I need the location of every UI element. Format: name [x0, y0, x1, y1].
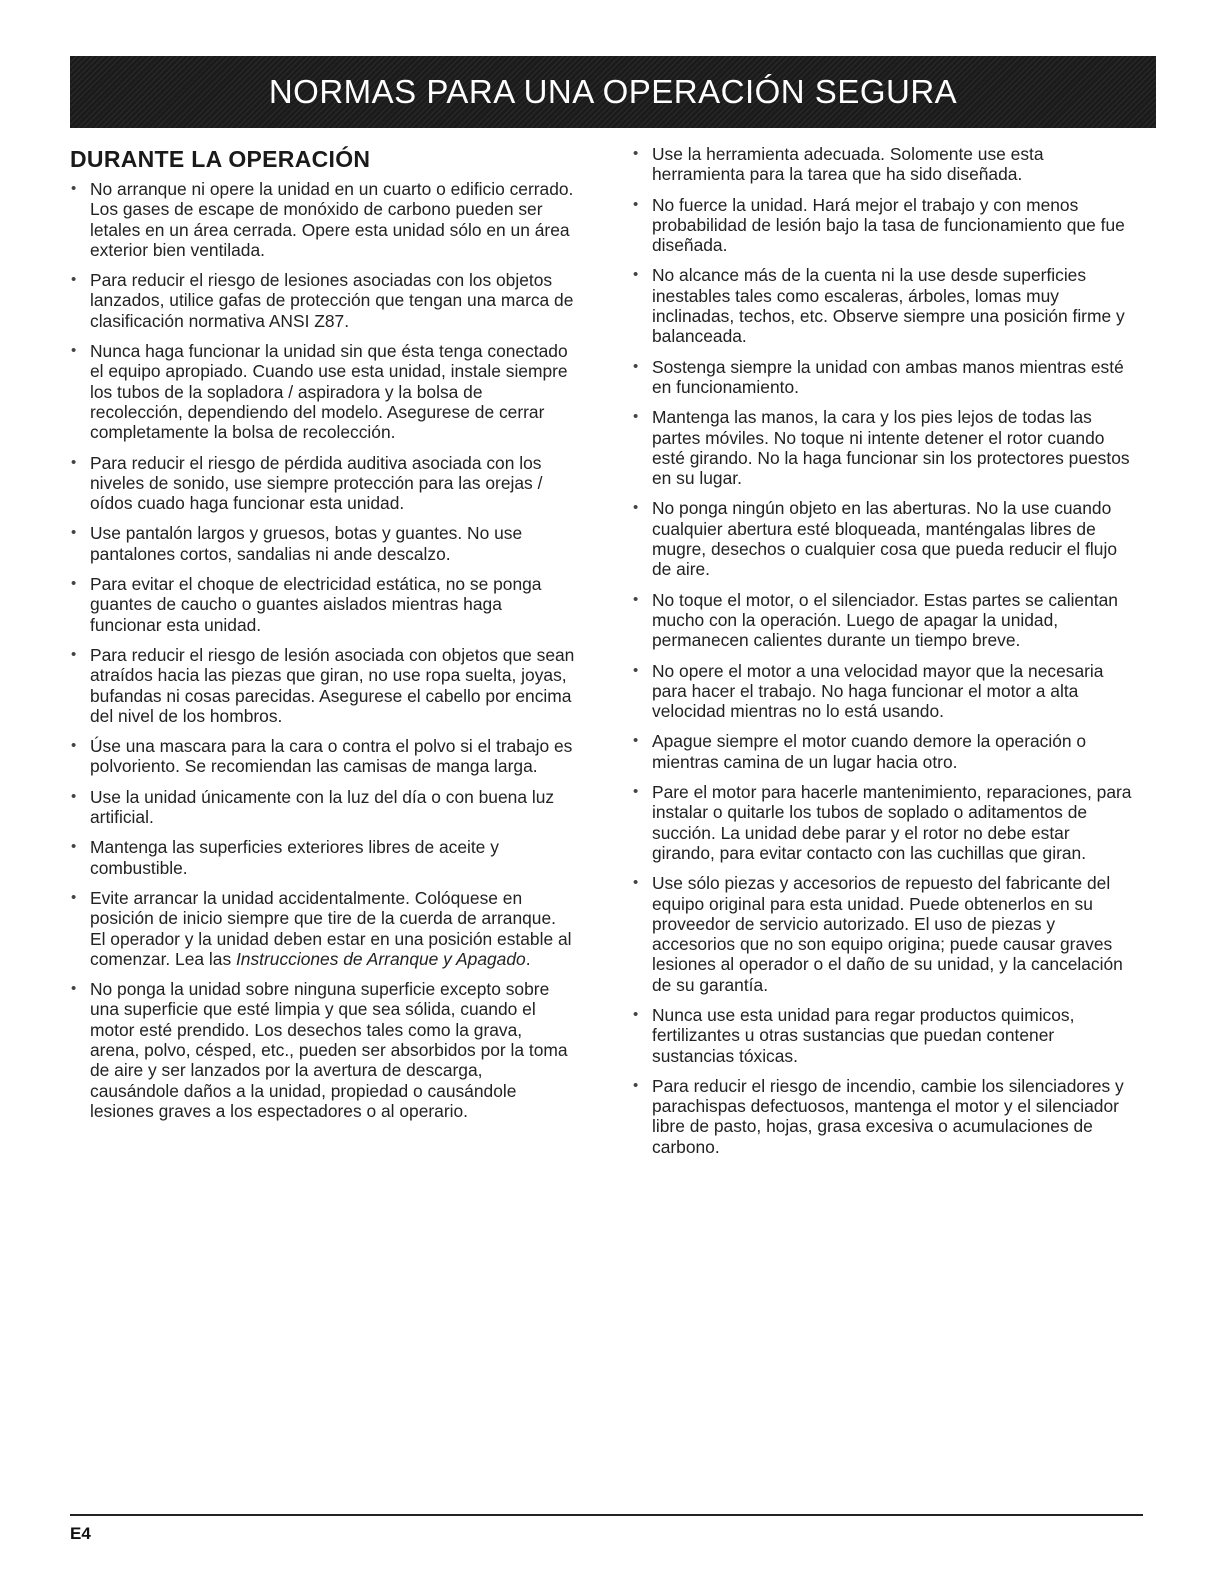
- bullet-icon: •: [71, 453, 77, 471]
- bullet-icon: •: [71, 524, 77, 542]
- list-item: [632, 498, 1137, 579]
- list-item-text: Nunca haga funcionar la unidad sin que ésta tenga conectado el equipo apropiado. Cuando use esta unidad, instale siempre los tubos de la sopladora / aspiradora y la bolsa de recolección, dependiendo del modelo. Asegurese de cerrar completamente la bolsa de recolección.: [90, 341, 568, 443]
- bullet-icon: •: [71, 888, 77, 906]
- list-item-text: Mantenga las superficies exteriores libres de aceite y combustible.: [90, 837, 499, 878]
- list-item-text: Apague siempre el motor cuando demore la operación o mientras camina de un lugar hacia otro.: [652, 731, 1087, 772]
- bullet-icon: •: [633, 1076, 639, 1094]
- list-item-text: Nunca use esta unidad para regar productos quimicos, fertilizantes u otras sustancias que puedan contener sustancias tóxicas.: [652, 1004, 1075, 1066]
- right-bullet-list: [632, 144, 1137, 1157]
- bullet-icon: •: [633, 1005, 639, 1023]
- page-title: NORMAS PARA UNA OPERACIÓN SEGURA: [268, 73, 958, 110]
- bullet-icon: •: [71, 645, 77, 663]
- left-column: [70, 140, 575, 1131]
- bullet-icon: •: [633, 408, 639, 426]
- left-bullet-list: [70, 179, 575, 1121]
- list-item-text: No ponga la unidad sobre ninguna superficie excepto sobre una superficie que esté limpia y que sea sólida, cuando el motor esté prendido. Los desechos tales como la grava, arena, polvo, césped, etc., pueden ser absorbidos por la toma de aire y ser lanzados por la avertura de descarga, causándole daños a la unidad, propiedad o causándole lesiones graves a los espectadores o al operario.: [90, 979, 568, 1121]
- list-item-text: Pare el motor para hacerle mantenimiento, reparaciones, para instalar o quitarle los tubos de soplado o aditamentos de succión. La unidad debe parar y el rotor no debe estar girando, para evitar contacto con las cuchillas que giran.: [652, 782, 1132, 863]
- bullet-icon: •: [71, 838, 77, 856]
- list-item: [632, 731, 1137, 772]
- bullet-icon: •: [71, 737, 77, 755]
- list-item: [632, 265, 1137, 346]
- list-item-text: Para reducir el riesgo de lesión asociada con objetos que sean atraídos hacia las piezas que giran, no use ropa suelta, joyas, bufandas ni cosas parecidas. Asegurese el cabello por encima del nivel de los hombros.: [90, 644, 575, 726]
- list-item-text: Para reducir el riesgo de lesiones asociadas con los objetos lanzados, utilice gafas de protección que tengan una marca de clasificación normativa ANSI Z87.: [90, 270, 574, 331]
- bullet-icon: •: [71, 342, 77, 360]
- list-item-text: No opere el motor a una velocidad mayor que la necesaria para hacer el trabajo. No haga funcionar el motor a alta velocidad mientras no lo está usando.: [652, 660, 1104, 722]
- list-item-text: Para reducir el riesgo de incendio, cambie los silenciadores y parachispas defectuosos, mantenga el motor y el silenciador libre de pasto, hojas, grasa excesiva o acumulaciones de carbono.: [652, 1075, 1124, 1157]
- bullet-icon: •: [633, 357, 639, 375]
- list-item: [632, 195, 1137, 256]
- list-item-text: Evite arrancar la unidad accidentalmente. Colóquese en posición de inicio siempre que tire de la cuerda de arranque. El operador y la unidad deben estar en una posición estable al comenzar. Lea las: [90, 887, 572, 969]
- bullet-icon: •: [633, 783, 639, 801]
- list-item: [632, 144, 1137, 185]
- list-item-text: Use la unidad únicamente con la luz del día o con buena luz artificial.: [90, 786, 555, 828]
- list-item-text: No ponga ningún objeto en las aberturas. No la use cuando cualquier abertura esté bloqueada, manténgalas libres de mugre, desechos o cualquier cosa que pueda reducir el flujo de aire.: [652, 498, 1118, 580]
- bullet-icon: •: [633, 590, 639, 608]
- bullet-icon: •: [633, 732, 639, 750]
- list-item: [70, 270, 575, 331]
- bullet-icon: •: [71, 980, 77, 998]
- list-item: [70, 888, 575, 969]
- list-item-text: Sostenga siempre la unidad con ambas manos mientras esté en funcionamiento.: [652, 356, 1124, 397]
- list-item: [70, 574, 575, 635]
- bullet-icon: •: [633, 266, 639, 284]
- bullet-icon: •: [71, 271, 77, 289]
- list-item: [632, 873, 1137, 995]
- list-item-text: Use pantalón largos y gruesos, botas y guantes. No use pantalones cortos, sandalias ni ande descalzo.: [90, 523, 523, 564]
- bullet-icon: •: [633, 499, 639, 517]
- list-item-text: Para evitar el choque de electricidad estática, no se ponga guantes de caucho o guantes aislados mientras haga funcionar esta unidad.: [90, 574, 542, 635]
- list-item-text: No toque el motor, o el silenciador. Estas partes se calientan mucho con la operación. Luego de apagar la unidad, permanecen calientes durante un tiempo breve.: [652, 589, 1118, 651]
- list-item-text: No arranque ni opere la unidad en un cuarto o edificio cerrado. Los gases de escape de monóxido de carbono pueden ser letales en un área cerrada. Opere esta unidad sólo en un área exterior bien ventilada.: [90, 179, 574, 260]
- list-item: [632, 407, 1137, 488]
- bullet-icon: •: [633, 195, 639, 213]
- footer-rule: [70, 1514, 1143, 1516]
- list-item-suffix: .: [525, 948, 531, 969]
- list-item-text: Úse una mascara para la cara o contra el polvo si el trabajo es polvoriento. Se recomiendan las camisas de manga larga.: [90, 736, 573, 777]
- list-item: [70, 523, 575, 564]
- list-item: [632, 661, 1137, 722]
- list-item: [632, 1005, 1137, 1066]
- list-item: [632, 357, 1137, 398]
- list-item: [70, 837, 575, 878]
- bullet-icon: •: [71, 575, 77, 593]
- list-item: [70, 179, 575, 260]
- list-item-emphasis: Instrucciones de Arranque y Apagado: [235, 948, 526, 969]
- list-item: [632, 782, 1137, 863]
- list-item: [632, 1076, 1137, 1157]
- list-item: [70, 736, 575, 777]
- list-item-text: Mantenga las manos, la cara y los pies lejos de todas las partes móviles. No toque ni intente detener el rotor cuando esté girando. No la haga funcionar sin los protectores puestos en su lugar.: [652, 407, 1130, 489]
- list-item-text: Use la herramienta adecuada. Solomente use esta herramienta para la tarea que ha sido diseñada.: [652, 144, 1044, 185]
- bullet-icon: •: [633, 145, 639, 162]
- list-item: [70, 645, 575, 726]
- list-item: [70, 787, 575, 828]
- bullet-icon: •: [633, 661, 639, 679]
- list-item-text: Para reducir el riesgo de pérdida auditiva asociada con los niveles de sonido, use siempre protección para las orejas / oídos cuado haga funcionar esta unidad.: [90, 452, 543, 514]
- bullet-icon: •: [71, 787, 77, 805]
- bullet-icon: •: [71, 180, 77, 197]
- right-column: [632, 144, 1137, 1167]
- list-item: [70, 979, 575, 1121]
- list-item: [70, 341, 575, 442]
- page-number: E4: [70, 1524, 91, 1543]
- list-item-text: No fuerce la unidad. Hará mejor el trabajo y con menos probabilidad de lesión bajo la tasa de funcionamiento que fue diseñada.: [652, 194, 1125, 256]
- section-heading: DURANTE LA OPERACIÓN: [70, 146, 371, 172]
- list-item: [70, 453, 575, 514]
- list-item-text: Use sólo piezas y accesorios de repuesto del fabricante del equipo original para esta unidad. Puede obtenerlos en su proveedor de servicio autorizado. El uso de piezas y accesorios que no son equipo origina; puede causar graves lesiones al operador o el daño de su unidad, y la cancelación de su garantía.: [652, 873, 1123, 995]
- list-item-text: No alcance más de la cuenta ni la use desde superficies inestables tales como escaleras, árboles, lomas muy inclinadas, techos, etc. Observe siempre una posición firme y balanceada.: [652, 265, 1125, 347]
- list-item: [632, 590, 1137, 651]
- header-banner: [70, 56, 1156, 128]
- bullet-icon: •: [633, 874, 639, 892]
